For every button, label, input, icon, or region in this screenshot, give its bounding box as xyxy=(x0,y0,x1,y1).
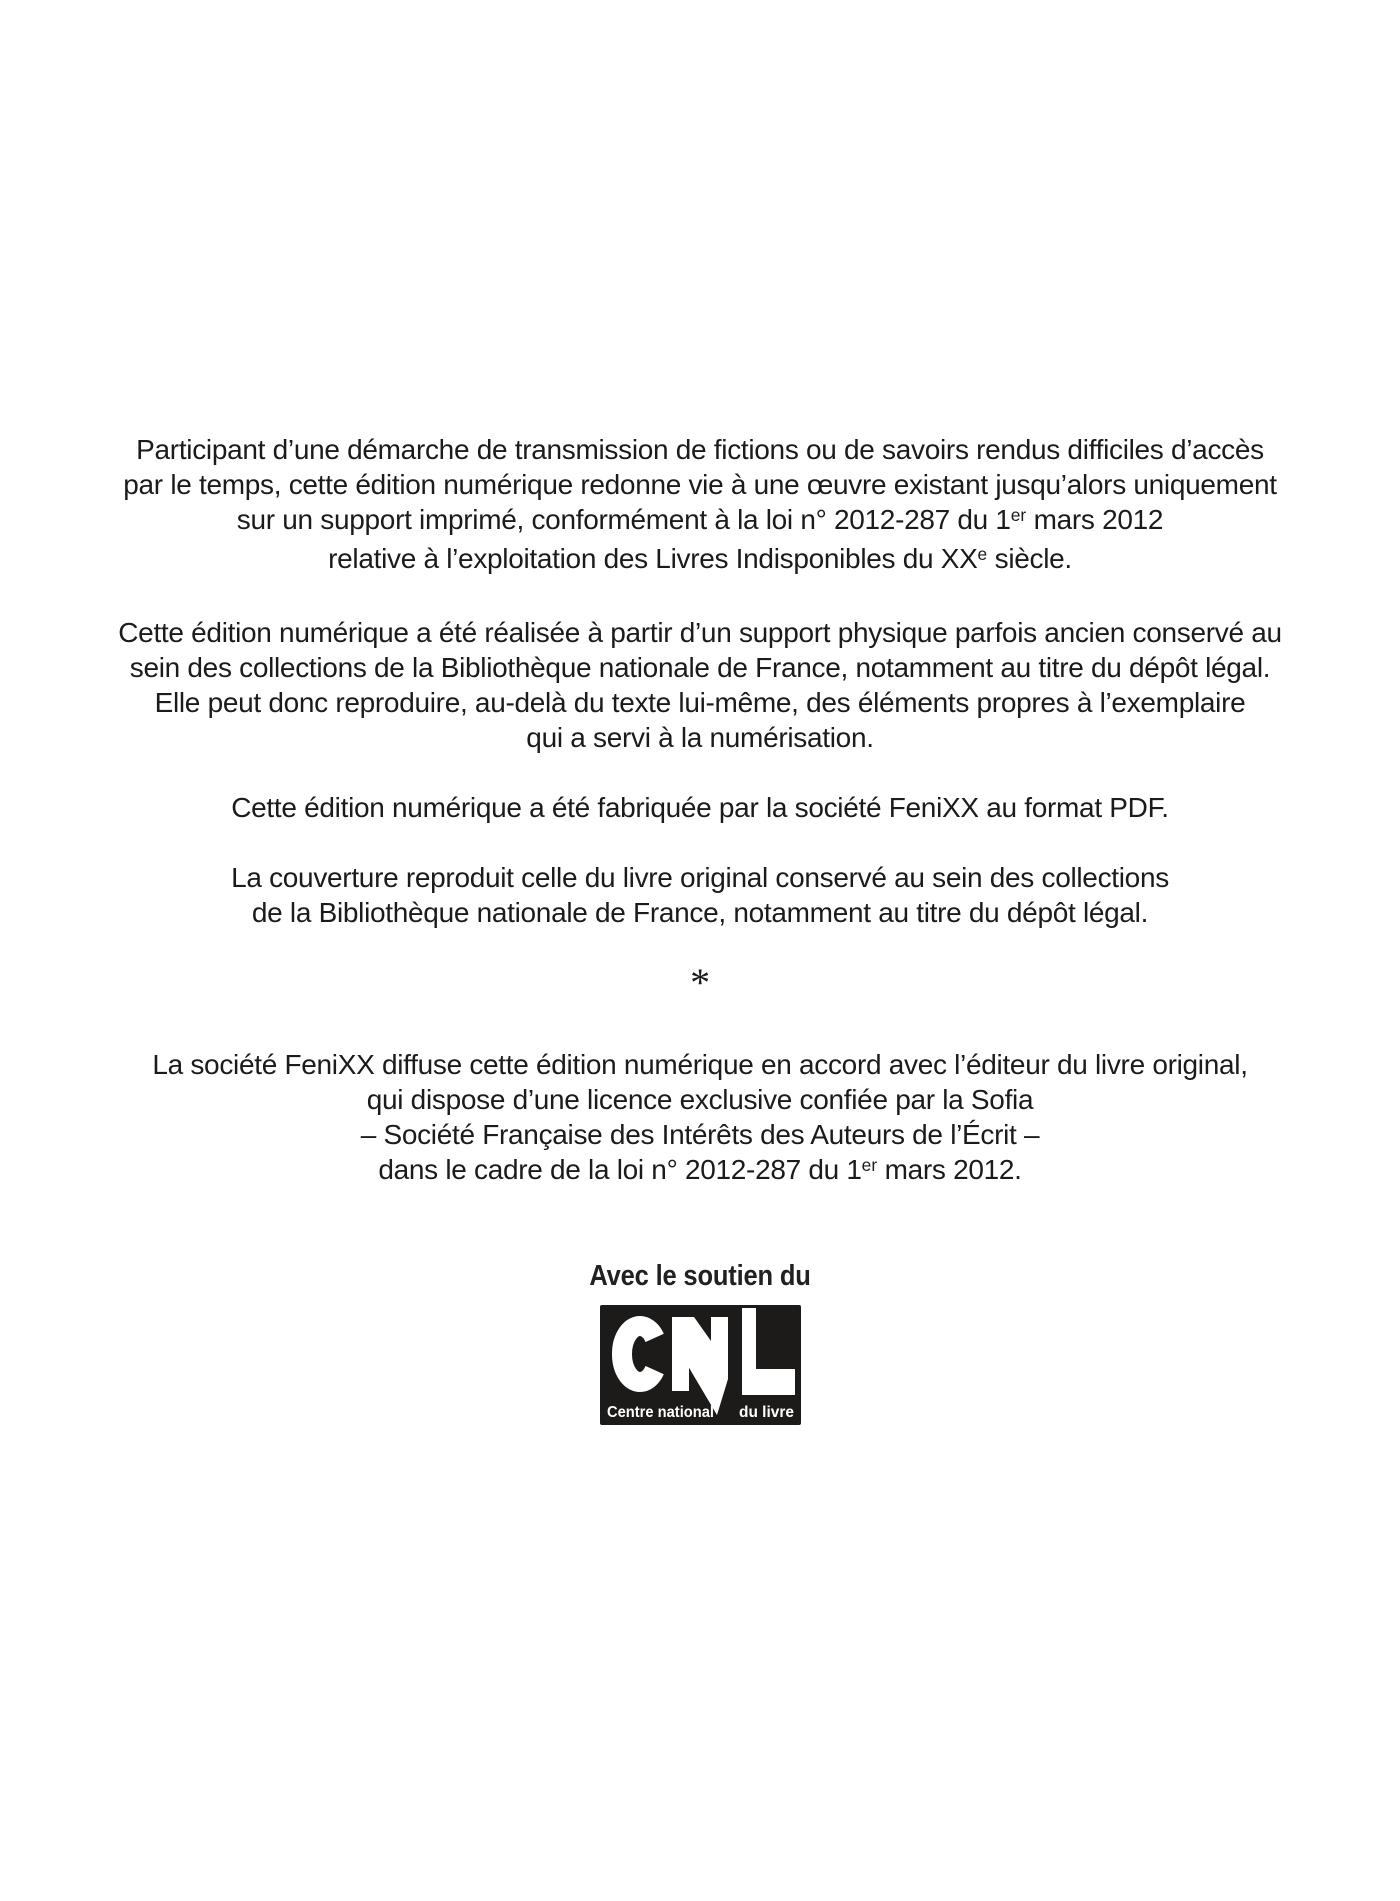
superscript: e xyxy=(977,544,988,565)
superscript: er xyxy=(1010,505,1027,526)
paragraphs xyxy=(0,432,1400,1191)
text-line: Participant d’une démarche de transmission de fictions ou de savoirs rendus difficiles d’accès xyxy=(136,434,1264,465)
text-line: – Société Française des Intérêts des Auteurs de l’Écrit – xyxy=(360,1119,1040,1150)
text-line: La société FeniXX diffuse cette édition numérique en accord avec l’éditeur du livre original, xyxy=(152,1049,1248,1080)
text-line: sur un support imprimé, conformément à la loi n° 2012-287 du 1er mars 2012 xyxy=(236,504,1164,535)
separator-asterisk xyxy=(0,960,1400,1005)
superscript: er xyxy=(861,1155,878,1176)
cnl-left-text: Centre national xyxy=(606,1404,714,1421)
text-line: Elle peut donc reproduire, au-delà du texte lui-même, des éléments propres à l’exemplaire xyxy=(154,687,1246,718)
paragraph xyxy=(0,860,1400,930)
text-line: Cette édition numérique a été fabriquée par la société FeniXX au format PDF. xyxy=(231,792,1169,823)
text-line: La couverture reproduit celle du livre original conservé au sein des collections xyxy=(231,862,1169,893)
support-caption: Avec le soutien du xyxy=(589,1260,811,1292)
paragraph xyxy=(0,1047,1400,1191)
text-line: de la Bibliothèque nationale de France, notamment au titre du dépôt légal. xyxy=(251,897,1149,928)
text-line: relative à l’exploitation des Livres Indisponibles du XXe siècle. xyxy=(328,543,1072,574)
paragraph xyxy=(0,432,1400,580)
cnl-logo-art xyxy=(600,1305,801,1425)
cnl-letter-l-foot xyxy=(742,1369,795,1395)
text-line: qui a servi à la numérisation. xyxy=(526,722,874,753)
cnl-right-text: du livre xyxy=(738,1404,794,1421)
text-line: dans le cadre de la loi n° 2012-287 du 1er mars 2012. xyxy=(378,1154,1022,1185)
text-line: par le temps, cette édition numérique redonne vie à une œuvre existant jusqu’alors uniquement xyxy=(123,469,1277,500)
text-line: sein des collections de la Bibliothèque nationale de France, notamment au titre du dépôt légal. xyxy=(129,652,1271,683)
text-line: qui dispose d’une licence exclusive confiée par la Sofia xyxy=(366,1084,1034,1115)
paragraph xyxy=(0,790,1400,825)
paragraph xyxy=(0,615,1400,755)
text-line: Cette édition numérique a été réalisée à partir d’un support physique parfois ancien conservé au xyxy=(118,617,1282,648)
text-line: * xyxy=(690,960,710,1005)
cnl-logo xyxy=(600,1305,801,1425)
